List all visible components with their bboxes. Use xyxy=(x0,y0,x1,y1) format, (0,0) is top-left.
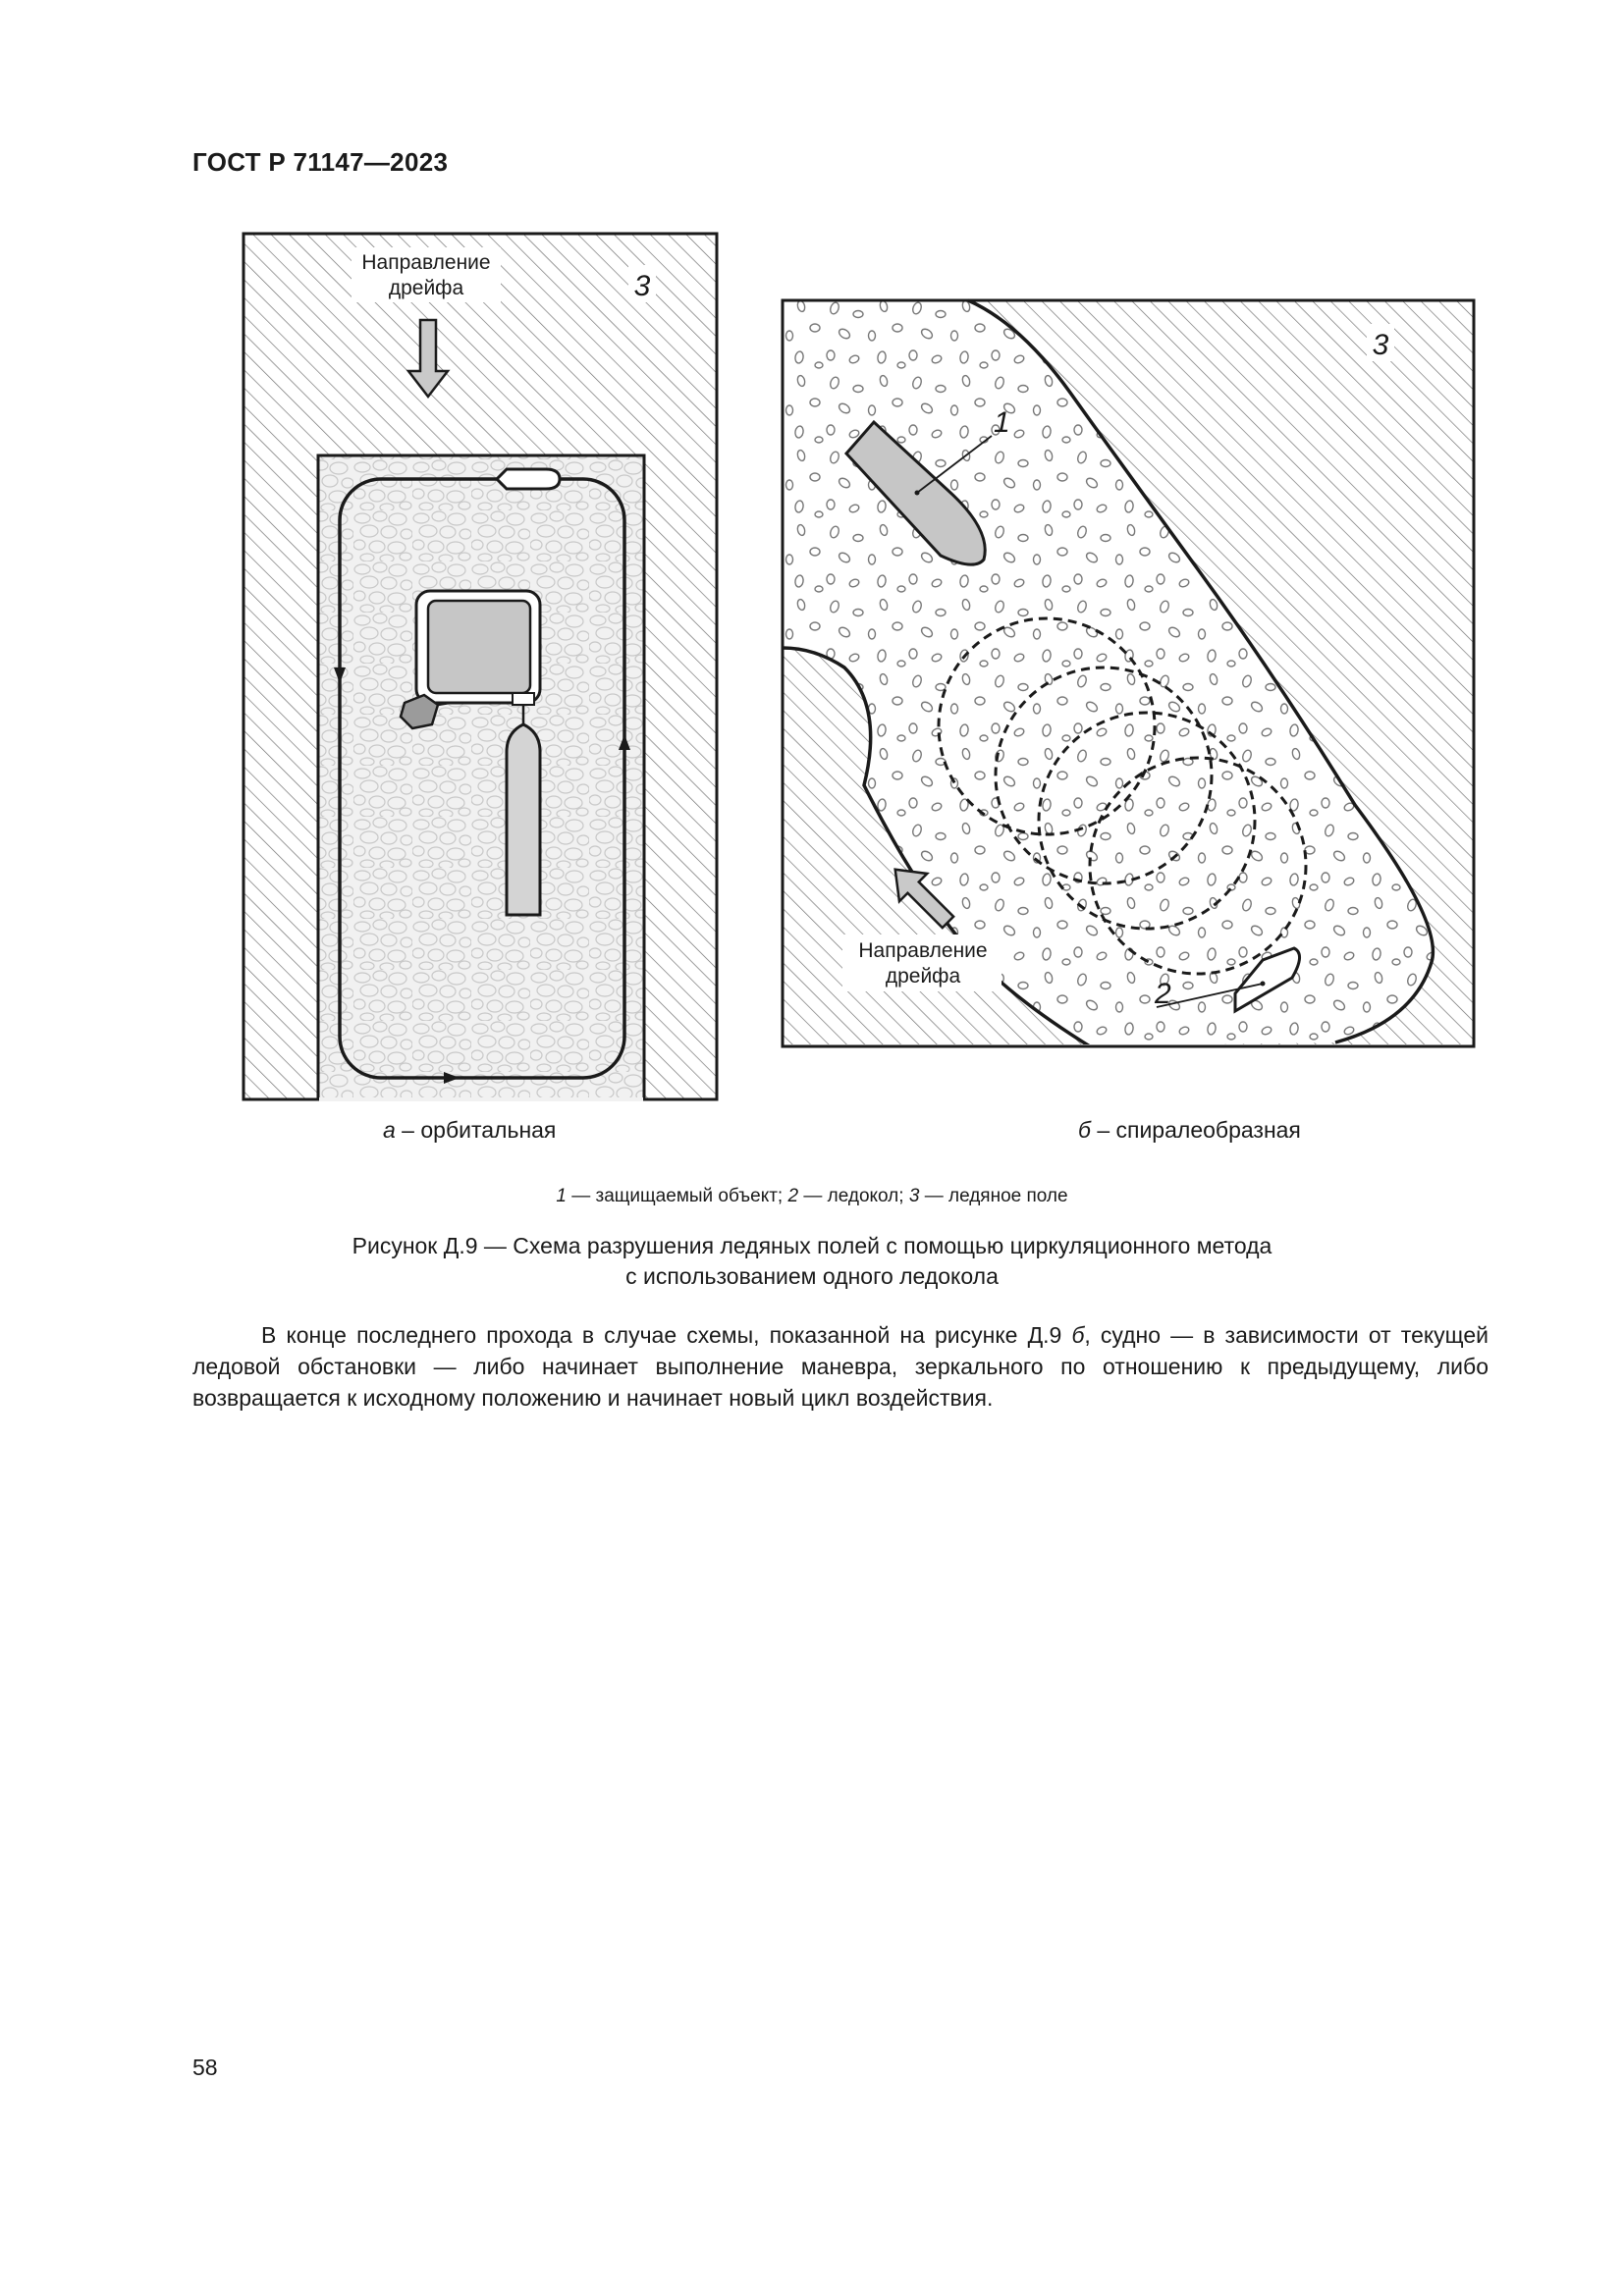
legend-text-1: — защищаемый объект; xyxy=(566,1186,788,1206)
panel-a-caption-text: – орбитальная xyxy=(395,1117,557,1143)
panel-a-diagram xyxy=(244,234,717,1101)
object-label-b: 1 xyxy=(994,406,1010,439)
icebreaker-a xyxy=(497,469,560,489)
figure-title-line1: Рисунок Д.9 — Схема разрушения ледяных полей с помощью циркуляционного метода xyxy=(352,1233,1272,1258)
document-header: ГОСТ Р 71147—2023 xyxy=(192,147,449,177)
panel-a-caption xyxy=(383,1117,556,1144)
page-number: 58 xyxy=(192,2055,218,2080)
broken-ice-channel xyxy=(318,455,644,1099)
paragraph-text-before: В конце последнего прохода в случае схемы, показанной на рисунке Д.9 xyxy=(261,1322,1072,1348)
drift-label-a-line1: Направление xyxy=(361,251,491,274)
mooring-head xyxy=(513,693,534,705)
panel-b-letter: б xyxy=(1078,1117,1091,1143)
zone-label-a: 3 xyxy=(633,270,651,302)
drift-label-a-line2: дрейфа xyxy=(388,277,464,299)
icebreaker-label-b: 2 xyxy=(1155,978,1171,1010)
panel-b-caption-text: – спиралеобразная xyxy=(1090,1117,1301,1143)
panel-b-caption xyxy=(1078,1117,1301,1144)
protected-object-inner xyxy=(428,601,530,693)
figure-legend xyxy=(0,1186,1624,1207)
drift-label-b-line2: дрейфа xyxy=(885,965,961,988)
zone-label-b: 3 xyxy=(1372,329,1389,361)
figure-title-line2: с использованием одного ледокола xyxy=(625,1263,999,1289)
paragraph-italic-ref: б xyxy=(1071,1322,1085,1348)
legend-number-1: 1 xyxy=(556,1186,567,1206)
legend-number-3: 3 xyxy=(908,1186,920,1206)
broken-ice-channel-bottom-cover xyxy=(319,1097,643,1101)
tanker xyxy=(507,724,540,915)
paragraph-text-after: , судно — в зависимости от текущей ледовой обстановки — либо начинает выполнение маневра, зеркального по отношению к предыдущему, либо возвращается к исходному положению и начинает новый цикл воздействия. xyxy=(192,1322,1489,1411)
panel-a-letter: а xyxy=(383,1117,396,1143)
legend-text-3: — ледяное поле xyxy=(919,1186,1068,1206)
legend-text-2: — ледокол; xyxy=(798,1186,909,1206)
body-paragraph xyxy=(192,1319,1489,1414)
figure-title xyxy=(0,1231,1624,1292)
legend-number-2: 2 xyxy=(787,1186,799,1206)
drift-label-b-line1: Направление xyxy=(858,939,988,962)
panel-b-diagram xyxy=(783,300,1474,1048)
